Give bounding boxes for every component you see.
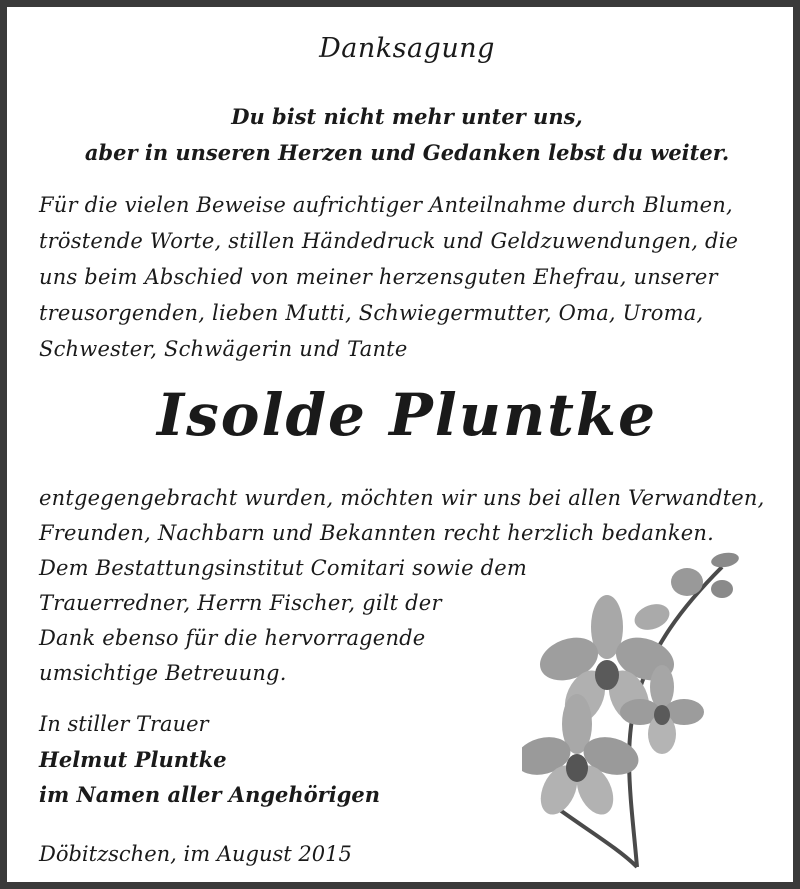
intro-line: Für die vielen Beweise aufrichtiger Anteilnahme durch Blumen, <box>39 193 733 217</box>
notice-heading: Danksagung <box>319 33 495 64</box>
intro-line: uns beim Abschied von meiner herzensguten Ehefrau, unserer <box>39 265 718 289</box>
intro-line: Schwester, Schwägerin und Tante <box>39 337 408 361</box>
thanks-line: umsichtige Betreuung. <box>39 661 287 685</box>
motto-line: Du bist nicht mehr unter uns, <box>231 104 583 129</box>
thanks-line: Trauerredner, Herrn Fischer, gilt der <box>39 591 442 615</box>
thanks-line: Dem Bestattungsinstitut Comitari sowie dem <box>39 556 527 580</box>
motto-line: aber in unseren Herzen und Gedanken lebst du weiter. <box>84 140 730 165</box>
intro-line: tröstende Worte, stillen Händedruck und Geldzuwendungen, die <box>39 229 739 253</box>
thanks-line: entgegengebracht wurden, möchten wir uns bei allen Verwandten, <box>39 486 765 510</box>
intro-line: treusorgenden, lieben Mutti, Schwiegermutter, Oma, Uroma, <box>39 301 704 325</box>
signature-block <box>39 707 380 812</box>
signature-family: im Namen aller Angehörigen <box>39 782 381 807</box>
signature-mourning: In stiller Trauer <box>39 712 209 736</box>
motto <box>7 99 800 171</box>
signature-name: Helmut Pluntke <box>39 747 227 772</box>
place-date: Döbitzschen, im August 2015 <box>39 842 352 866</box>
deceased-name: Isolde Pluntke <box>156 381 657 449</box>
thanks-line: Freunden, Nachbarn und Bekannten recht herzlich bedanken. <box>39 521 715 545</box>
intro-paragraph <box>39 187 738 367</box>
orchid-icon <box>522 547 782 877</box>
thanks-line: Dank ebenso für die hervorragende <box>39 626 426 650</box>
